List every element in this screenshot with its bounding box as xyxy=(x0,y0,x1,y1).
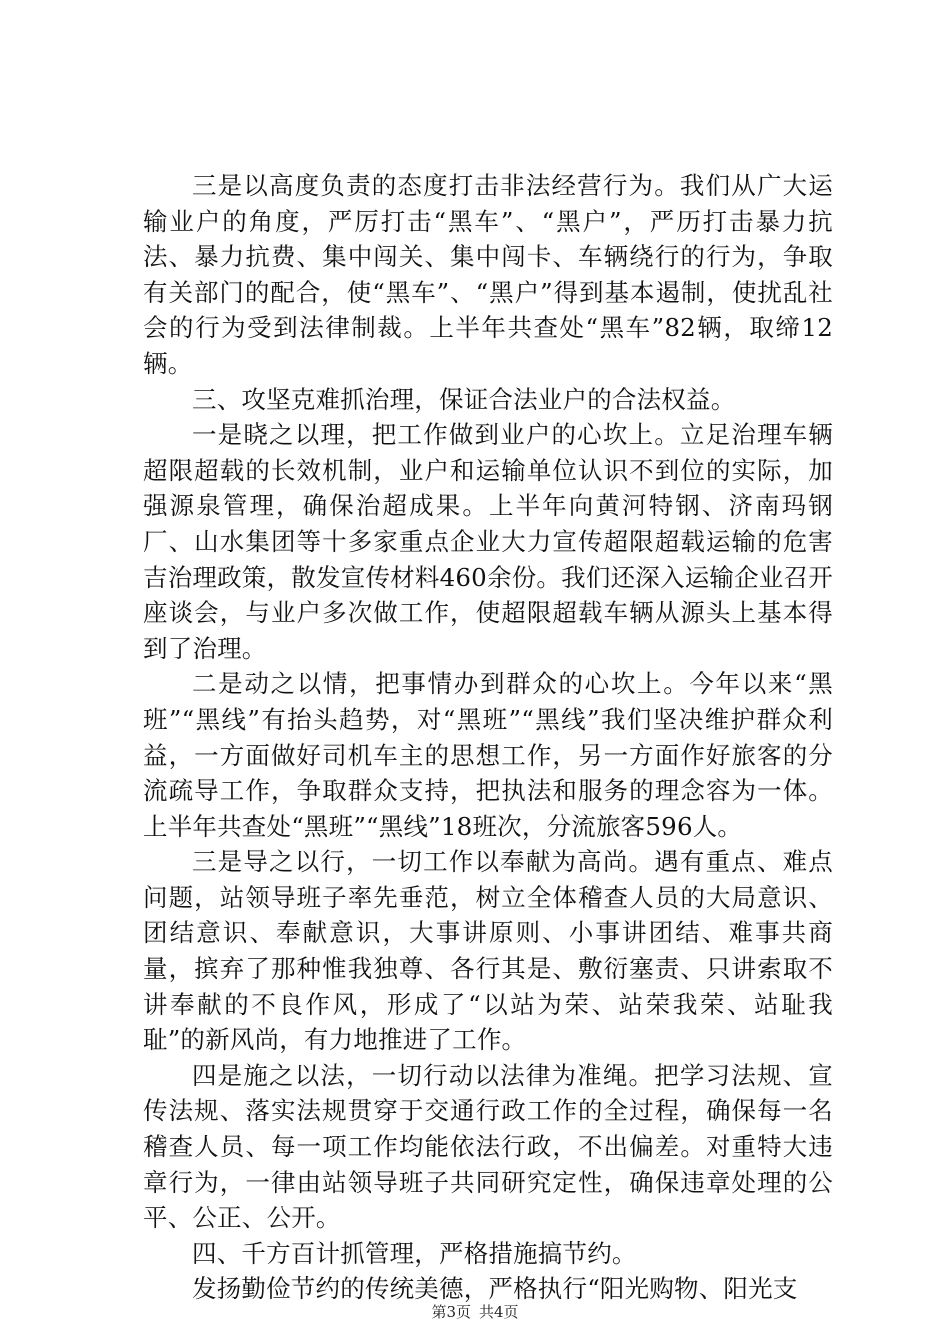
paragraph-emotion: 二是动之以情，把事情办到群众的心坎上。今年以来“黑班”“黑线”有抬头趋势，对“黑班”“黑线”我们坚决维护群众利益，一方面做好司机车主的思想工作，另一方面作好旅客的分流疏导工作，争取群众支持，把执法和服务的理念容为一体。上半年共查处“黑班”“黑线”18班次，分流旅客596人。 xyxy=(143,669,833,841)
paragraph-section-four-heading: 四、千方百计抓管理，严格措施搞节约。 xyxy=(192,1238,637,1268)
page-total: 共4页 xyxy=(479,1303,519,1321)
page-number: 第3页 xyxy=(431,1303,471,1321)
paragraph-action: 三是导之以行，一切工作以奉献为高尚。遇有重点、难点问题，站领导班子率先垂范，树立全体稽查人员的大局意识、团结意识、奉献意识，大事讲原则、小事讲团结、难事共商量，摈弃了那种惟我独尊、各行其是、敷衍塞责、只讲索取不讲奉献的不良作风，形成了“以站为荣、站荣我荣、站耻我耻”的新风尚，有力地推进了工作。 xyxy=(143,847,833,1055)
paragraph-crackdown-illegal-operation: 三是以高度负责的态度打击非法经营行为。我们从广大运输业户的角度，严厉打击“黑车”、“黑户”，严历打击暴力抗法、暴力抗费、集中闯关、集中闯卡、车辆绕行的行为，争取有关部门的配合，使“黑车”、“黑户”得到基本遏制，使扰乱社会的行为受到法律制裁。上半年共查处“黑车”82辆，取缔12辆。 xyxy=(143,171,833,378)
document-body xyxy=(143,168,833,1307)
paragraph-thrift: 发扬勤俭节约的传统美德，严格执行“阳光购物、阳光支 xyxy=(192,1274,798,1304)
paragraph-reason: 一是晓之以理，把工作做到业户的心坎上。立足治理车辆超限超载的长效机制，业户和运输单位认识不到位的实际，加强源泉管理，确保治超成果。上半年向黄河特钢、济南玛钢厂、山水集团等十多家重点企业大力宣传超限超载运输的危害吉治理政策，散发宣传材料460余份。我们还深入运输企业召开座谈会，与业户多次做工作，使超限超载车辆从源头上基本得到了治理。 xyxy=(143,420,833,663)
page-footer xyxy=(0,1303,950,1321)
paragraph-section-three-heading: 三、攻坚克难抓治理，保证合法业户的合法权益。 xyxy=(192,384,736,414)
paragraph-law: 四是施之以法，一切行动以法律为准绳。把学习法规、宣传法规、落实法规贯穿于交通行政工作的全过程，确保每一名稽查人员、每一项工作均能依法行政，不出偏差。对重特大违章行为，一律由站领导班子共同研究定性，确保违章处理的公平、公正、公开。 xyxy=(143,1060,833,1233)
